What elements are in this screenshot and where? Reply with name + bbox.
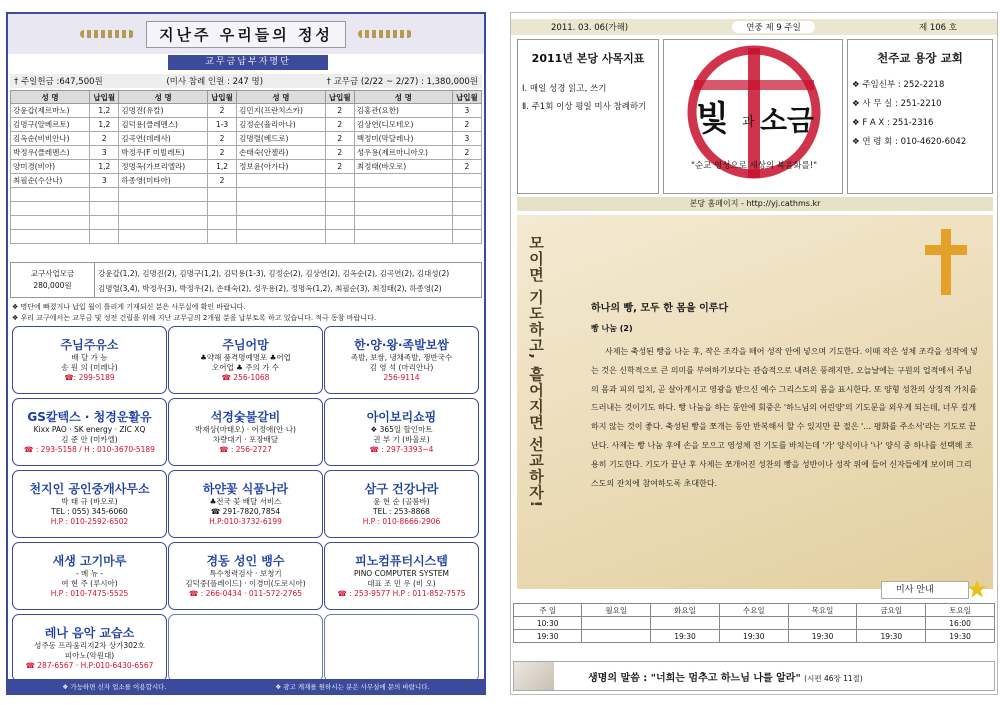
schedule-day: 금요일 xyxy=(857,604,926,617)
table-cell: 김곡연(데레사) xyxy=(119,132,207,146)
table-cell: 2 xyxy=(207,132,236,146)
table-row xyxy=(11,174,482,188)
table-cell xyxy=(325,230,354,244)
logo-cross-horizontal xyxy=(694,80,814,90)
table-cell xyxy=(11,188,90,202)
table-cell: 김정순(율리아나) xyxy=(237,118,325,132)
table-cell: 2 xyxy=(325,132,354,146)
ad-card xyxy=(324,542,479,610)
ad-name: 석경숯불갈비 xyxy=(210,409,281,424)
table-cell: 박정우(클레멘스) xyxy=(11,146,90,160)
ad-line: ♣전국 꽃 배달 서비스 xyxy=(209,496,282,506)
schedule-time: 19:30 xyxy=(788,630,857,643)
ad-phone: 256-9114 xyxy=(383,372,420,382)
schedule-day: 수요일 xyxy=(719,604,788,617)
offering-title: 지난주 우리들의 정성 xyxy=(146,21,346,48)
donor-table-header: 납입월 xyxy=(207,91,236,104)
schedule-day: 월요일 xyxy=(582,604,651,617)
donor-table-header: 납입월 xyxy=(325,91,354,104)
pastoral-goal-item: Ⅱ. 주1회 이상 평일 미사 참례하기 xyxy=(522,102,647,112)
ad-line: 박재상(마태오) · 어정애(안 나) xyxy=(195,424,296,434)
notes xyxy=(12,302,482,324)
star-icon xyxy=(967,579,987,599)
schedule-time: 19:30 xyxy=(719,630,788,643)
table-cell xyxy=(325,174,354,188)
table-cell xyxy=(354,230,452,244)
ad-line: PINO COMPUTER SYSTEM xyxy=(353,568,450,578)
note-line: ❖ 우리 교구에서는 교무금 및 성전 건립을 위해 지난 교무금의 2개월 분을 납부토록 하고 있습니다. 적극 동참 바랍니다. xyxy=(12,314,377,322)
table-cell xyxy=(237,216,325,230)
donor-list-heading: 교무금납부자명단 xyxy=(168,55,328,70)
logo-graphic xyxy=(664,40,843,194)
ad-line: 박 태 규 (바오로) xyxy=(61,496,118,506)
meditation-body: 사제는 축성된 빵을 나눈 후, 작은 조각을 떼어 성작 안에 넣으며 기도한다. 이때 작은 성체 조각을 성작에 넣는 것은 신학적으로 큰 의미를 부여하기보다는 관습적으로 내려온 풍례지만, 오늘날에는 구원의 업적에서 주님의 몸과 피의 일치, 곧 살아계시고 영광을 받으신 예수 그리스도의 몸을 표시한다. 또 양형 성찬의 상징적 가치를 드러내는 것이기도 하다. 빵 나눔을 하는 동안에 회중은 '하느님의 어린양'의 기도문을 외우게 되는데, 너무 길게 하지 않는 것이 좋다. 축성된 빵을 쪼개는 동안 반복해서 할 수 있지만 끝 절은 '… 평화를 주소서'라는 기도로 끝난다. 사제는 빵 나눔 후에 손을 모으고 영성체 전 기도를 바치는데 '가' 양식이나 '나' 양식 중 하나를 선택해 조용히 기도한다. 기도가 끝난 후 사제는 쪼개어진 성찬의 빵을 성반이나 성작 위에 들어 신자들에게 보이며 그리스도의 잔치에 참여하도록 초대한다. xyxy=(591,347,978,488)
ad-card xyxy=(12,398,167,466)
table-cell xyxy=(325,216,354,230)
mass-guide-tab: 미사 안내 xyxy=(881,581,969,599)
table-cell xyxy=(354,174,452,188)
ad-card xyxy=(12,614,167,682)
table-row xyxy=(11,104,482,118)
tithe-total: † 교무금 (2/22 ~ 2/27) : 1,380,000원 xyxy=(326,77,478,87)
schedule-time xyxy=(788,617,857,630)
ad-owner: 김 영 석 (마리안나) xyxy=(369,362,434,372)
table-cell: 김민지(프란치스카) xyxy=(237,104,325,118)
contact-line: ❖ 주임신부 : 252-2218 xyxy=(852,80,945,90)
table-cell: 2 xyxy=(325,118,354,132)
ad-name: 천지인 공인중개사무소 xyxy=(29,481,150,496)
homepage-link[interactable]: 본당 홈페이지 - http://yj.cathms.kr xyxy=(517,197,993,211)
table-cell xyxy=(207,230,236,244)
meditation-subtitle: 빵 나눔 (2) xyxy=(591,324,633,333)
table-cell: 2 xyxy=(325,160,354,174)
table-cell: 3 xyxy=(452,132,481,146)
diocese-fund-row xyxy=(10,262,482,298)
table-cell: 강윤갑(제르마노) xyxy=(11,104,90,118)
table-cell: 정명옥(가브리엘라) xyxy=(119,160,207,174)
ad-name: 삼구 건강나라 xyxy=(364,481,439,496)
schedule-time: 19:30 xyxy=(651,630,720,643)
table-cell: 2 xyxy=(452,118,481,132)
logo-motto: "순교 영성으로 세상의 복음화를!" xyxy=(690,161,818,171)
table-cell xyxy=(207,188,236,202)
schedule-row xyxy=(514,617,995,630)
ad-name: GS칼텍스 · 청경운활유 xyxy=(27,409,152,424)
ad-card xyxy=(324,614,479,682)
table-cell: 김옥순(비비안나) xyxy=(11,132,90,146)
ad-phone: ☎ : 256-2727 xyxy=(219,444,272,454)
table-cell xyxy=(325,202,354,216)
church-contact xyxy=(847,39,993,194)
table-cell: 1-3 xyxy=(207,118,236,132)
footer-note: ❖ 광고 게재를 원하시는 분은 사무실에 문의 바랍니다. xyxy=(275,682,430,691)
donor-table-header: 성 명 xyxy=(11,91,90,104)
table-row xyxy=(11,230,482,244)
ad-line: ❖ 365일 할인마트 xyxy=(370,424,433,434)
ad-owner: TEL : 253-8868 xyxy=(373,506,430,516)
contact-line: ❖ 사 무 실 : 251-2210 xyxy=(852,99,942,109)
table-cell: 김홍관(요한) xyxy=(354,104,452,118)
schedule-row xyxy=(514,630,995,643)
ad-name: 레나 음악 교습소 xyxy=(44,625,135,640)
ad-line: 배 달 가 능 xyxy=(71,352,108,362)
bulletin-header xyxy=(511,19,997,35)
table-cell: 김명진(유칼) xyxy=(119,104,207,118)
ad-phone: ☎ 256-1068 xyxy=(221,372,270,382)
table-cell xyxy=(354,216,452,230)
ad-card xyxy=(168,398,323,466)
ad-line: Kixx PAO · SK energy · ZIC XQ xyxy=(33,424,146,434)
diocese-fund-line: 김명렬(3,4), 박정우(3), 박정우(2), 손태숙(2), 성우용(2), 정명옥(1,2), 최필순(3), 최정태(2), 하종영(2) xyxy=(98,284,442,293)
table-cell xyxy=(207,216,236,230)
ad-name: 주님주유소 xyxy=(60,337,119,352)
ad-line: ♣약해 품격명예명포 ♣어업 xyxy=(200,352,291,362)
schedule-day: 목요일 xyxy=(788,604,857,617)
ad-name: 하얀꽃 식품나라 xyxy=(202,481,289,496)
ad-phone: H.P : 010-8666-2906 xyxy=(362,516,441,526)
ornament-left xyxy=(80,30,134,38)
church-name: 천주교 용장 교회 xyxy=(877,51,963,65)
table-cell xyxy=(237,230,325,244)
table-row xyxy=(11,202,482,216)
schedule-time xyxy=(719,617,788,630)
contact-line: ❖ F A X : 251-2316 xyxy=(852,118,934,128)
word-quote: 생명의 말씀 : "너희는 멈추고 하느님 나를 알라" xyxy=(588,672,801,684)
schedule-day: 토요일 xyxy=(926,604,995,617)
table-cell: 2 xyxy=(207,146,236,160)
left-footer xyxy=(8,679,484,693)
bulletin-logo xyxy=(663,39,843,194)
table-row xyxy=(11,160,482,174)
ads-grid xyxy=(12,326,480,686)
meditation-panel xyxy=(517,215,993,589)
table-cell: 양미경(비아) xyxy=(11,160,90,174)
left-page xyxy=(6,12,486,695)
liturgical-sunday: 연중 제 9 주일 xyxy=(732,21,815,33)
ad-phone: H.P : 010-7475-5525 xyxy=(50,588,129,598)
logo-word-salt: 소금 xyxy=(760,104,815,137)
table-cell: 2 xyxy=(207,104,236,118)
ad-phone: H.P : 010-2592-6502 xyxy=(50,516,129,526)
table-cell: 3 xyxy=(452,104,481,118)
table-cell: 백정미(막달레나) xyxy=(354,132,452,146)
ad-card xyxy=(12,470,167,538)
logo-word-and: 과 xyxy=(742,115,755,130)
issue-number: 제 106 호 xyxy=(918,23,957,33)
vertical-slogan: 모이면 기도하고, 흩어지면 선교하자! xyxy=(527,235,545,509)
table-cell: 2 xyxy=(452,160,481,174)
pastoral-goal-item: Ⅰ. 매일 성경 읽고, 쓰기 xyxy=(522,84,607,94)
ad-line: 족발, 보쌈, 냉채족발, 쟁반국수 xyxy=(350,352,453,362)
ad-line: 성주동 프라움리지2차 상가302호 xyxy=(34,640,145,650)
mass-schedule-table xyxy=(513,603,995,643)
table-cell: 박정우(F 미빌레트) xyxy=(119,146,207,160)
mass-attendance: (미사 참례 인원 : 247 명) xyxy=(166,77,264,87)
table-cell xyxy=(237,202,325,216)
jesus-image xyxy=(514,662,554,690)
schedule-time: 19:30 xyxy=(926,630,995,643)
table-cell xyxy=(452,188,481,202)
table-cell: 1,2 xyxy=(207,160,236,174)
ad-owner: 차량대기 · 포장배달 xyxy=(212,434,279,444)
table-cell: 3 xyxy=(90,174,119,188)
table-cell: 정보윤(아가다) xyxy=(237,160,325,174)
ad-card xyxy=(168,326,323,394)
meditation-title: 하나의 빵, 모두 한 몸을 이루다 xyxy=(591,303,729,314)
table-cell xyxy=(11,230,90,244)
table-row xyxy=(11,146,482,160)
ad-card xyxy=(168,614,323,682)
table-cell xyxy=(90,216,119,230)
table-cell xyxy=(119,202,207,216)
table-cell xyxy=(119,216,207,230)
cross-icon xyxy=(921,227,971,297)
word-of-life xyxy=(513,661,995,691)
schedule-time: 10:30 xyxy=(514,617,582,630)
table-cell xyxy=(119,188,207,202)
table-cell: 손태숙(안젤라) xyxy=(237,146,325,160)
ad-line: 윤 현 순 (골롬바) xyxy=(373,496,430,506)
ad-name: 아이보리쇼핑 xyxy=(366,409,437,424)
pastoral-goals-title: 2011년 본당 사목지표 xyxy=(531,52,645,65)
ad-card xyxy=(324,398,479,466)
schedule-time: 16:00 xyxy=(926,617,995,630)
ad-owner: 권 부 기 (바울로) xyxy=(373,434,430,444)
ad-card xyxy=(12,326,167,394)
table-cell xyxy=(11,202,90,216)
table-row xyxy=(11,118,482,132)
table-cell xyxy=(237,174,325,188)
ad-card xyxy=(324,470,479,538)
table-cell: 1,2 xyxy=(90,104,119,118)
contact-line: ❖ 연 령 회 : 010-4620-6042 xyxy=(852,137,967,147)
diocese-fund-amount: 280,000원 xyxy=(33,281,72,290)
schedule-time xyxy=(651,617,720,630)
ad-name: 피노컴퓨터시스템 xyxy=(355,553,448,568)
ad-name: 한·양·왕·족발보쌈 xyxy=(354,337,449,352)
ad-owner: 여 현 주 (루시아) xyxy=(61,578,118,588)
donor-table-header: 납입월 xyxy=(90,91,119,104)
table-cell xyxy=(452,230,481,244)
table-cell xyxy=(452,174,481,188)
table-row xyxy=(11,132,482,146)
table-cell: 김상연(디모테오) xyxy=(354,118,452,132)
schedule-time xyxy=(582,630,651,643)
diocese-fund-label xyxy=(11,263,95,297)
offering-totals xyxy=(10,74,482,88)
table-cell: 2 xyxy=(452,146,481,160)
donor-table-header: 성 명 xyxy=(119,91,207,104)
ad-phone: ☎ : 253-9577 H.P : 011-852-7575 xyxy=(337,588,466,598)
table-cell: 최필순(수산나) xyxy=(11,174,90,188)
ad-owner: 오어업 ♣ 주의 가 수 xyxy=(212,362,279,372)
ad-name: 주님어망 xyxy=(222,337,269,352)
table-cell xyxy=(11,216,90,230)
table-cell: 2 xyxy=(90,132,119,146)
pastoral-goals xyxy=(517,39,659,194)
ad-phone: ☎: 299-5189 xyxy=(64,372,115,382)
table-cell: 1,2 xyxy=(90,160,119,174)
table-cell xyxy=(325,188,354,202)
table-row xyxy=(11,188,482,202)
footer-note: ❖ 가능하면 신자 업소를 이용합시다. xyxy=(62,682,167,691)
ad-owner: 대표 조 민 우 (비 오) xyxy=(367,578,436,588)
table-cell: 김명구(알베르토) xyxy=(11,118,90,132)
donor-table xyxy=(10,90,482,244)
donor-table-header: 성 명 xyxy=(354,91,452,104)
ad-owner: 피아노(악원대) xyxy=(64,650,115,660)
logo-cross-vertical xyxy=(748,48,760,178)
table-cell: 하종영(미타아) xyxy=(119,174,207,188)
diocese-fund-title: 교구사업모금 xyxy=(30,269,75,278)
donor-table-header: 성 명 xyxy=(237,91,325,104)
ad-name: 새생 고기마루 xyxy=(52,553,127,568)
table-row xyxy=(11,216,482,230)
table-cell xyxy=(354,188,452,202)
table-cell xyxy=(90,188,119,202)
table-cell: 2 xyxy=(207,174,236,188)
schedule-day: 주 일 xyxy=(514,604,582,617)
offering-banner xyxy=(8,14,484,54)
table-cell xyxy=(237,188,325,202)
logo-word-light: 빛 xyxy=(696,99,729,139)
ad-phone: ☎ 287-6567 · H.P:010-6430-6567 xyxy=(25,660,154,670)
diocese-fund-line: 강윤갑(1,2), 김명진(2), 김명구(1,2), 김덕용(1-3), 김정순(2), 김상연(2), 김옥순(2), 김곡연(2), 김대성(2) xyxy=(98,269,450,278)
schedule-time: 19:30 xyxy=(514,630,582,643)
ad-phone: ☎ : 293-5158 / H : 010-3670-5189 xyxy=(24,444,155,454)
table-cell: 1,2 xyxy=(90,118,119,132)
table-cell: 성우용(제르마니아오) xyxy=(354,146,452,160)
table-cell xyxy=(452,216,481,230)
ad-owner: 김 준 안 (미카엘) xyxy=(61,434,118,444)
ad-owner: 김덕중(플레이드) · 이경미(도로시아) xyxy=(185,578,306,588)
ad-line: - 메 뉴 - xyxy=(75,568,104,578)
ad-card xyxy=(168,470,323,538)
schedule-time xyxy=(582,617,651,630)
ad-owner: TEL : 055) 345-6060 xyxy=(51,506,128,516)
sunday-offering: † 주일헌금 :647,500원 xyxy=(14,77,103,87)
ad-name: 경동 성인 뱅수 xyxy=(206,553,285,568)
table-cell xyxy=(452,202,481,216)
table-cell: 2 xyxy=(325,146,354,160)
table-cell xyxy=(354,202,452,216)
table-cell: 김덕용(클레멘스) xyxy=(119,118,207,132)
word-reference: (시편 46장 11절) xyxy=(804,673,863,683)
ad-card xyxy=(168,542,323,610)
ad-card xyxy=(324,326,479,394)
ad-owner: ☎ 291-7820,7854 xyxy=(210,506,281,516)
schedule-day: 화요일 xyxy=(651,604,720,617)
schedule-time xyxy=(857,617,926,630)
table-cell: 최정태(바오로) xyxy=(354,160,452,174)
ad-card xyxy=(12,542,167,610)
table-cell xyxy=(90,202,119,216)
ad-phone: H.P:010-3732-6199 xyxy=(209,516,282,526)
ad-phone: ☎ : 266-0434 · 011-572-2765 xyxy=(188,588,303,598)
diocese-fund-names xyxy=(95,263,481,297)
donor-table-header: 납입월 xyxy=(452,91,481,104)
bulletin-date: 2011. 03. 06(가해) xyxy=(551,23,629,33)
schedule-time: 19:30 xyxy=(857,630,926,643)
right-page xyxy=(510,12,998,695)
table-cell: 김명렬(베드로) xyxy=(237,132,325,146)
table-cell xyxy=(207,202,236,216)
ornament-right xyxy=(358,30,412,38)
table-cell xyxy=(90,230,119,244)
ad-line: 특수청력검사 · 보청기 xyxy=(209,568,282,578)
note-line: ❖ 명단에 빠졌거나 납입 월이 틀리게 기재되신 분은 사무실에 확인 바랍니다. xyxy=(12,303,246,311)
table-cell: 3 xyxy=(90,146,119,160)
table-cell xyxy=(119,230,207,244)
ad-owner: 송 원 의 (미레나) xyxy=(61,362,118,372)
table-cell: 2 xyxy=(325,104,354,118)
ad-phone: ☎ : 297-3393~4 xyxy=(369,444,434,454)
word-of-life-text xyxy=(554,669,863,684)
